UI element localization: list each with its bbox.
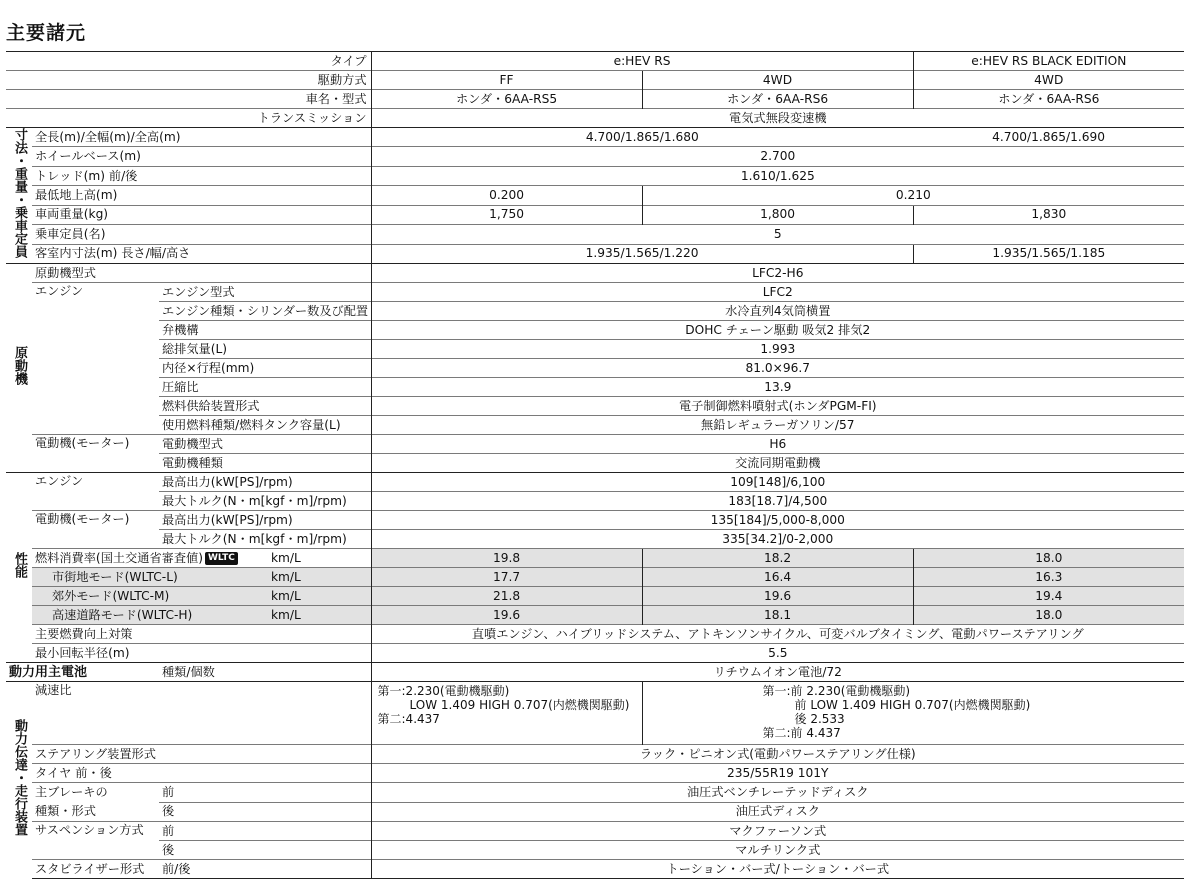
group-label: エンジン <box>32 473 159 511</box>
section-label: 性能 <box>12 552 27 578</box>
cell: 18.0 <box>913 549 1184 568</box>
cell: 19.8 <box>371 549 642 568</box>
row-label: 前 <box>159 783 371 803</box>
type-b: e:HEV RS BLACK EDITION <box>913 52 1184 71</box>
row-label: 郊外モード(WLTC-M) <box>32 587 268 606</box>
table-row <box>6 186 1184 205</box>
cell: FF <box>371 71 642 90</box>
table-row <box>6 205 1184 224</box>
group-label <box>32 783 159 822</box>
reduction-line: 後 2.533 <box>794 712 845 726</box>
cell: 19.4 <box>913 587 1184 606</box>
section-label: 寸法・重量・乗車定員 <box>12 128 27 258</box>
cell: 335[34.2]/0-2,000 <box>371 530 1184 549</box>
table-row <box>6 764 1184 783</box>
table-row <box>6 71 1184 90</box>
cell: 109[148]/6,100 <box>371 473 1184 492</box>
trans-label: トランスミッション <box>6 109 371 128</box>
cell: LFC2-H6 <box>371 264 1184 283</box>
cell: 19.6 <box>371 606 642 625</box>
table-row <box>6 745 1184 764</box>
cell: 油圧式ディスク <box>371 802 1184 822</box>
table-row <box>6 587 1184 606</box>
row-label: 乗車定員(名) <box>32 225 371 244</box>
table-row <box>6 147 1184 166</box>
table-row <box>6 128 1184 147</box>
table-row <box>6 492 1184 511</box>
cell: 183[18.7]/4,500 <box>371 492 1184 511</box>
cell: 0.210 <box>642 186 1184 205</box>
section-battery: 動力用主電池 <box>6 663 159 682</box>
cell: 21.8 <box>371 587 642 606</box>
row-label: 前 <box>159 822 371 841</box>
table-row <box>6 530 1184 549</box>
cell: 18.0 <box>913 606 1184 625</box>
brake-label-line: 主ブレーキの <box>35 785 108 799</box>
row-label: 原動機型式 <box>32 264 371 283</box>
row-label: エンジン型式 <box>159 283 371 302</box>
row-label: 最低地上高(m) <box>32 186 371 205</box>
section-label: 原動機 <box>12 346 27 385</box>
cell: ラック・ピニオン式(電動パワーステアリング仕様) <box>371 745 1184 764</box>
cell: H6 <box>371 435 1184 454</box>
cell: 水冷直列4気筒横置 <box>371 302 1184 321</box>
reduction-line: 前 LOW 1.409 HIGH 0.707(内燃機関駆動) <box>794 698 1031 712</box>
row-label: 最小回転半径(m) <box>32 644 371 663</box>
table-row <box>6 606 1184 625</box>
wltc-badge: WLTC <box>205 552 238 565</box>
fuel-economy-label: 燃料消費率(国土交通省審査値) <box>35 550 203 565</box>
row-label: トレッド(m) 前/後 <box>32 166 371 185</box>
table-row <box>6 860 1184 879</box>
table-row <box>6 283 1184 302</box>
row-label: 客室内寸法(m) 長さ/幅/高さ <box>32 244 371 263</box>
cell: 1,800 <box>642 205 913 224</box>
cell: 4WD <box>913 71 1184 90</box>
row-label: ステアリング装置形式 <box>32 745 371 764</box>
row-label: 後 <box>159 802 371 822</box>
table-row <box>6 568 1184 587</box>
cell: 無鉛レギュラーガソリン/57 <box>371 416 1184 435</box>
unit-label: km/L <box>268 606 371 625</box>
reduction-b <box>642 682 1184 745</box>
cell: トーション・バー式/トーション・バー式 <box>371 860 1184 879</box>
row-label: 最高出力(kW[PS]/rpm) <box>159 511 371 530</box>
row-sublabel: 前/後 <box>159 860 371 879</box>
cell: 1.935/1.565/1.220 <box>371 244 913 263</box>
cell: 4.700/1.865/1.690 <box>913 128 1184 147</box>
table-row <box>6 378 1184 397</box>
row-label: 燃料供給装置形式 <box>159 397 371 416</box>
row-label: 最大トルク(N・m[kgf・m]/rpm) <box>159 492 371 511</box>
cell: 電気式無段変速機 <box>371 109 1184 128</box>
table-row <box>6 302 1184 321</box>
row-label: 弁機構 <box>159 321 371 340</box>
table-row <box>6 244 1184 263</box>
cell: 19.6 <box>642 587 913 606</box>
drive-label: 駆動方式 <box>6 71 371 90</box>
table-row <box>6 340 1184 359</box>
table-row <box>6 225 1184 244</box>
row-label: 減速比 <box>32 682 371 745</box>
type-label: タイプ <box>6 52 371 71</box>
row-label: 市街地モード(WLTC-L) <box>32 568 268 587</box>
cell: 5.5 <box>371 644 1184 663</box>
row-label: 最高出力(kW[PS]/rpm) <box>159 473 371 492</box>
type-a: e:HEV RS <box>371 52 913 71</box>
group-label: サスペンション方式 <box>32 822 159 860</box>
table-row <box>6 822 1184 841</box>
cell: 1.935/1.565/1.185 <box>913 244 1184 263</box>
table-row <box>6 416 1184 435</box>
row-label: 後 <box>159 841 371 860</box>
table-row <box>6 109 1184 128</box>
row-label: 全長(m)/全幅(m)/全高(m) <box>32 128 371 147</box>
row-label: 圧縮比 <box>159 378 371 397</box>
section-label: 動力伝達・走行装置 <box>12 719 27 837</box>
group-label: 電動機(モーター) <box>32 435 159 473</box>
section-engine <box>6 264 32 473</box>
unit-label: km/L <box>268 549 371 568</box>
reduction-line: 第二:4.437 <box>377 712 440 726</box>
table-row <box>6 90 1184 109</box>
cell: 17.7 <box>371 568 642 587</box>
cell: 交流同期電動機 <box>371 454 1184 473</box>
table-row <box>6 841 1184 860</box>
table-row <box>6 625 1184 644</box>
cell: 235/55R19 101Y <box>371 764 1184 783</box>
row-label: 使用燃料種類/燃料タンク容量(L) <box>159 416 371 435</box>
group-label: 電動機(モーター) <box>32 511 159 549</box>
section-drivetrain <box>6 682 32 879</box>
row-label: スタビライザー形式 <box>32 860 159 879</box>
unit-label: km/L <box>268 568 371 587</box>
row-label: 高速道路モード(WLTC-H) <box>32 606 268 625</box>
cell: 油圧式ベンチレーテッドディスク <box>371 783 1184 803</box>
cell: ホンダ・6AA-RS6 <box>913 90 1184 109</box>
cell: 1.993 <box>371 340 1184 359</box>
table-row <box>6 397 1184 416</box>
table-row <box>6 52 1184 71</box>
row-label: 電動機型式 <box>159 435 371 454</box>
section-dimensions <box>6 128 32 264</box>
reduction-a <box>371 682 642 745</box>
cell: 2.700 <box>371 147 1184 166</box>
table-row <box>6 682 1184 745</box>
cell: 4.700/1.865/1.680 <box>371 128 913 147</box>
cell: 1,750 <box>371 205 642 224</box>
cell: 5 <box>371 225 1184 244</box>
cell: リチウムイオン電池/72 <box>371 663 1184 682</box>
table-row <box>6 321 1184 340</box>
row-label: タイヤ 前・後 <box>32 764 371 783</box>
row-label: エンジン種類・シリンダー数及び配置 <box>159 302 371 321</box>
cell: 1,830 <box>913 205 1184 224</box>
table-row <box>6 644 1184 663</box>
row-label: 最大トルク(N・m[kgf・m]/rpm) <box>159 530 371 549</box>
cell: 13.9 <box>371 378 1184 397</box>
page-title: 主要諸元 <box>6 22 87 44</box>
row-label: 電動機種類 <box>159 454 371 473</box>
table-row <box>6 454 1184 473</box>
cell: 0.200 <box>371 186 642 205</box>
cell: 135[184]/5,000-8,000 <box>371 511 1184 530</box>
spec-table <box>6 51 1184 879</box>
model-label: 車名・型式 <box>6 90 371 109</box>
row-label <box>32 549 268 568</box>
row-label: ホイールベース(m) <box>32 147 371 166</box>
table-row <box>6 549 1184 568</box>
row-label: 主要燃費向上対策 <box>32 625 371 644</box>
cell: 81.0×96.7 <box>371 359 1184 378</box>
reduction-line: 第一:2.230(電動機駆動) <box>377 684 510 698</box>
cell: ホンダ・6AA-RS6 <box>642 90 913 109</box>
table-row <box>6 802 1184 822</box>
reduction-line: 第一:前 2.230(電動機駆動) <box>762 684 911 698</box>
cell: 16.4 <box>642 568 913 587</box>
table-row <box>6 166 1184 185</box>
table-row <box>6 663 1184 682</box>
row-label: 車両重量(kg) <box>32 205 371 224</box>
unit-label: km/L <box>268 587 371 606</box>
brake-label-line: 種類・形式 <box>35 804 96 818</box>
table-row <box>6 435 1184 454</box>
cell: 直噴エンジン、ハイブリッドシステム、アトキンソンサイクル、可変バルブタイミング、電動パワーステアリング <box>371 625 1184 644</box>
table-row <box>6 473 1184 492</box>
cell: ホンダ・6AA-RS5 <box>371 90 642 109</box>
reduction-line: LOW 1.409 HIGH 0.707(内燃機関駆動) <box>409 698 630 712</box>
cell: LFC2 <box>371 283 1184 302</box>
cell: 16.3 <box>913 568 1184 587</box>
reduction-line: 第二:前 4.437 <box>762 726 841 740</box>
section-performance <box>6 473 32 663</box>
table-row <box>6 359 1184 378</box>
cell: マクファーソン式 <box>371 822 1184 841</box>
table-row <box>6 783 1184 803</box>
cell: 1.610/1.625 <box>371 166 1184 185</box>
cell: 電子制御燃料噴射式(ホンダPGM-FI) <box>371 397 1184 416</box>
row-label: 総排気量(L) <box>159 340 371 359</box>
cell: 18.1 <box>642 606 913 625</box>
table-row <box>6 264 1184 283</box>
row-label: 内径×行程(mm) <box>159 359 371 378</box>
cell: 18.2 <box>642 549 913 568</box>
table-row <box>6 511 1184 530</box>
group-label: エンジン <box>32 283 159 435</box>
row-label: 種類/個数 <box>159 663 371 682</box>
cell: マルチリンク式 <box>371 841 1184 860</box>
cell: DOHC チェーン駆動 吸気2 排気2 <box>371 321 1184 340</box>
cell: 4WD <box>642 71 913 90</box>
